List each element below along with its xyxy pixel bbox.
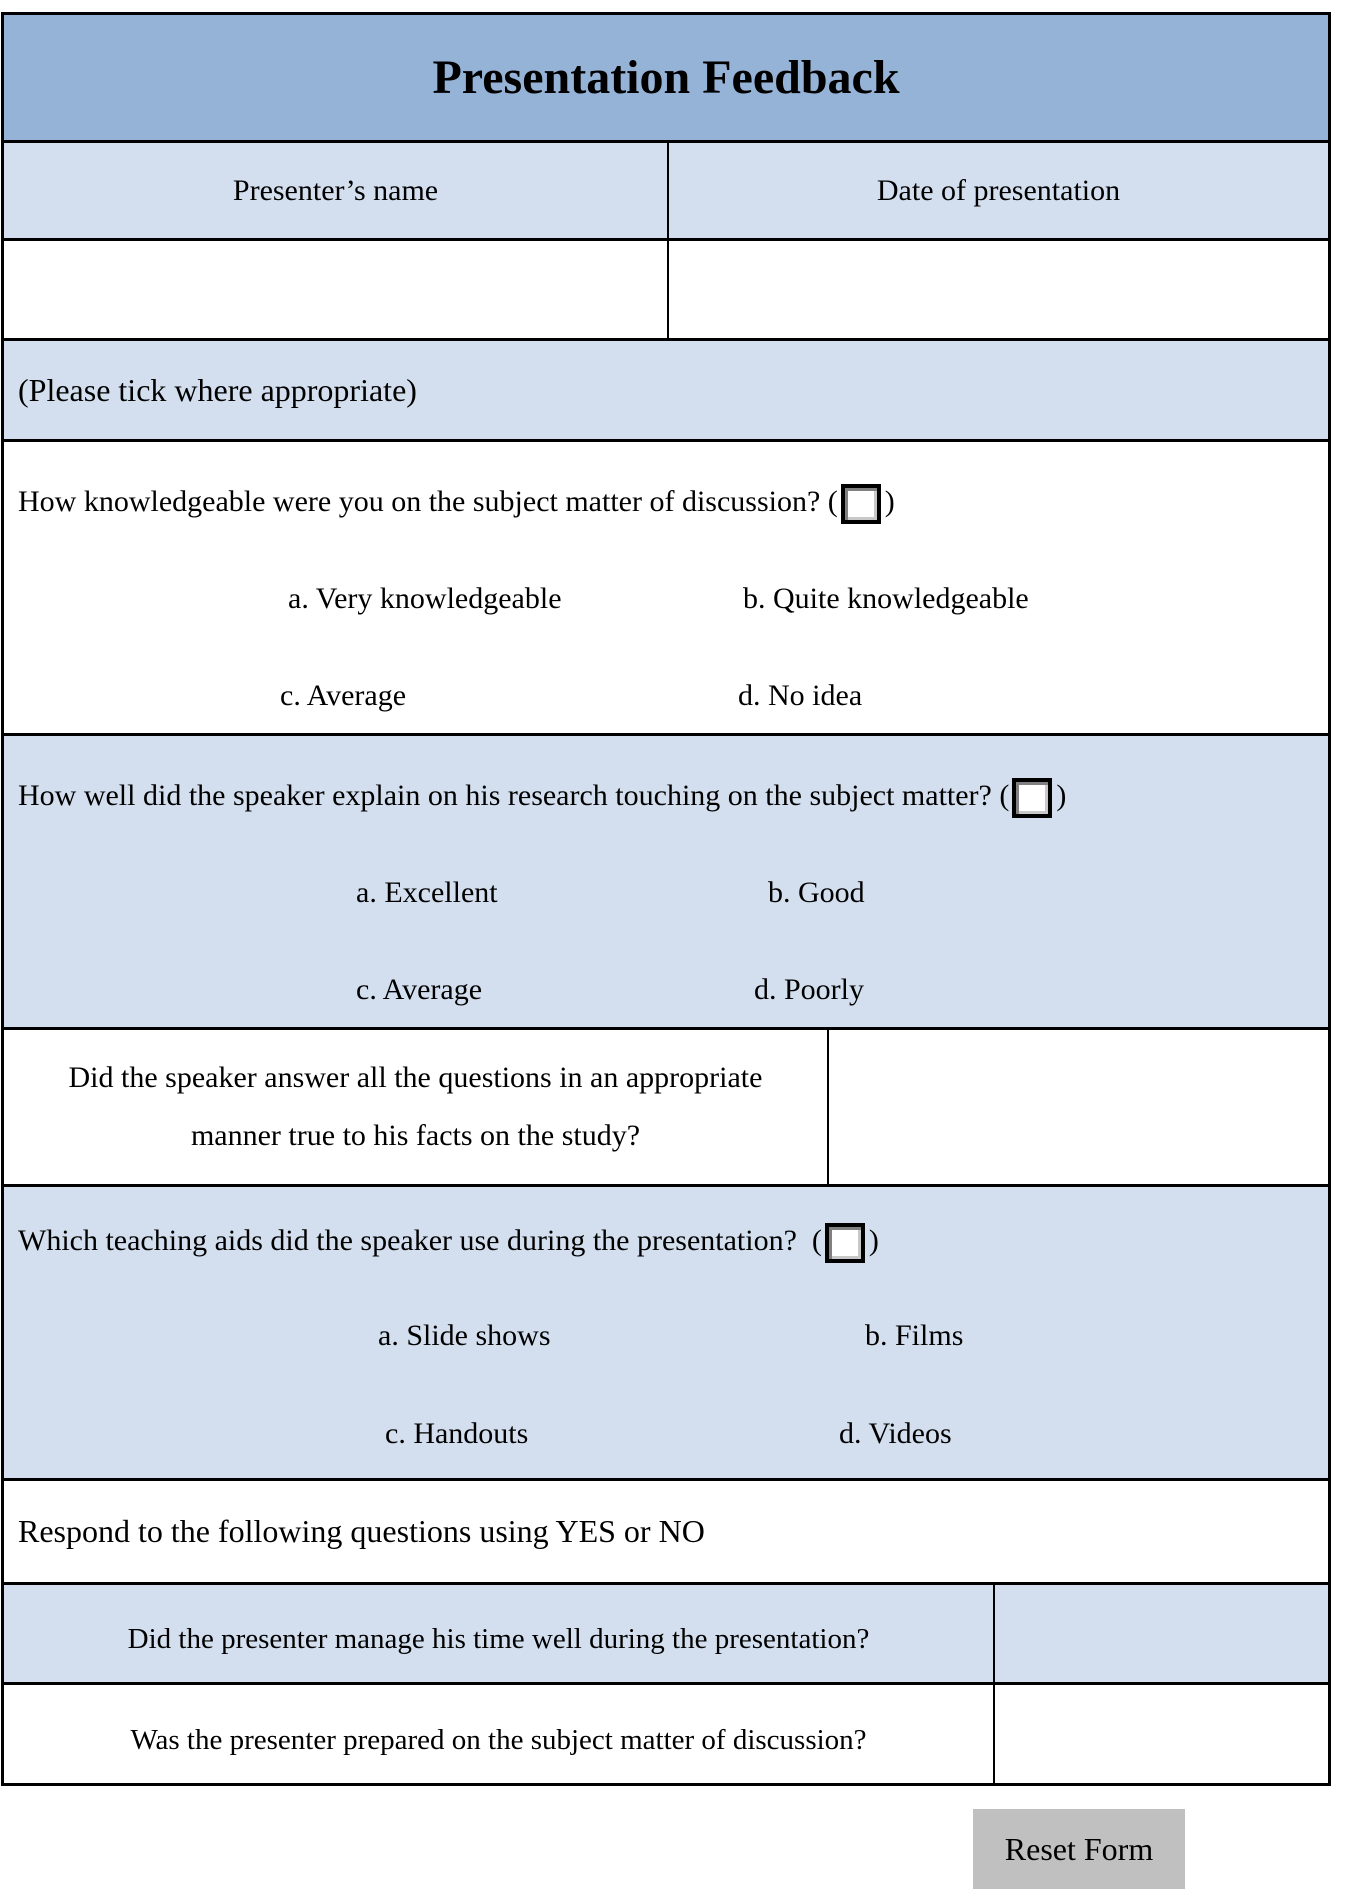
date-cell: [669, 241, 1328, 338]
question-teaching-aids: [4, 1187, 1328, 1481]
yes-no-question-2: [4, 1685, 1328, 1783]
checkbox[interactable]: [841, 484, 881, 524]
option-b: b. Good: [768, 876, 865, 909]
question-label: How knowledgeable were you on the subject matter of discussion? (: [18, 485, 838, 518]
question-text: Did the presenter manage his time well during the presentation?: [4, 1585, 995, 1682]
option-c: c. Average: [356, 973, 483, 1006]
option-b: b. Films: [865, 1319, 964, 1352]
date-input[interactable]: [669, 241, 1328, 338]
question-label: Which teaching aids did the speaker use during the presentation? (: [18, 1224, 822, 1257]
yes-no-question-1: [4, 1585, 1328, 1685]
question-explanation: [4, 736, 1328, 1030]
answer-cell: [995, 1585, 1328, 1682]
date-label: Date of presentation: [876, 173, 1121, 207]
reset-form-button[interactable]: Reset Form: [973, 1809, 1185, 1889]
answer-cell: [995, 1685, 1328, 1783]
yes-no-answer-input[interactable]: [995, 1585, 1328, 1682]
answer-input[interactable]: [829, 1030, 1328, 1184]
option-d: d. Videos: [839, 1417, 952, 1450]
presenter-info-header-row: [4, 143, 1328, 241]
option-d: d. No idea: [738, 679, 863, 712]
question-text: Which teaching aids did the speaker use during the presentation? ( ): [18, 1221, 879, 1261]
yes-no-instruction: Respond to the following questions using YES or NO: [4, 1481, 1328, 1585]
question-text: [4, 1030, 829, 1184]
tick-instruction: (Please tick where appropriate): [4, 341, 1328, 442]
presenter-info-input-row: [4, 241, 1328, 341]
option-d: d. Poorly: [754, 973, 865, 1006]
question-answers: [4, 1030, 1328, 1187]
question-line-1: Did the speaker answer all the questions in an appropriate: [68, 1061, 763, 1094]
presenter-name-label: Presenter’s name: [4, 143, 669, 238]
question-line-2: manner true to his facts on the study?: [190, 1119, 641, 1152]
option-c: c. Average: [280, 679, 407, 712]
option-a: a. Very knowledgeable: [288, 582, 562, 615]
question-text: How knowledgeable were you on the subject matter of discussion? ( ): [18, 482, 895, 522]
presenter-name-cell: [4, 241, 669, 338]
option-c: c. Handouts: [385, 1417, 529, 1450]
form-title: Presentation Feedback: [4, 15, 1328, 143]
checkbox[interactable]: [825, 1223, 865, 1263]
option-a: a. Slide shows: [378, 1319, 551, 1352]
presenter-name-input[interactable]: [4, 241, 667, 338]
checkbox[interactable]: [1012, 778, 1052, 818]
presentation-feedback-form: [1, 12, 1331, 1786]
option-b: b. Quite knowledgeable: [743, 582, 1029, 615]
question-knowledge: [4, 442, 1328, 736]
question-text: How well did the speaker explain on his research touching on the subject matter? ( ): [18, 776, 1066, 816]
question-text: Was the presenter prepared on the subject matter of discussion?: [4, 1685, 995, 1783]
option-a: a. Excellent: [356, 876, 498, 909]
question-label: How well did the speaker explain on his research touching on the subject matter? (: [18, 779, 1010, 812]
answer-cell: [829, 1030, 1328, 1184]
yes-no-answer-input[interactable]: [995, 1685, 1328, 1783]
